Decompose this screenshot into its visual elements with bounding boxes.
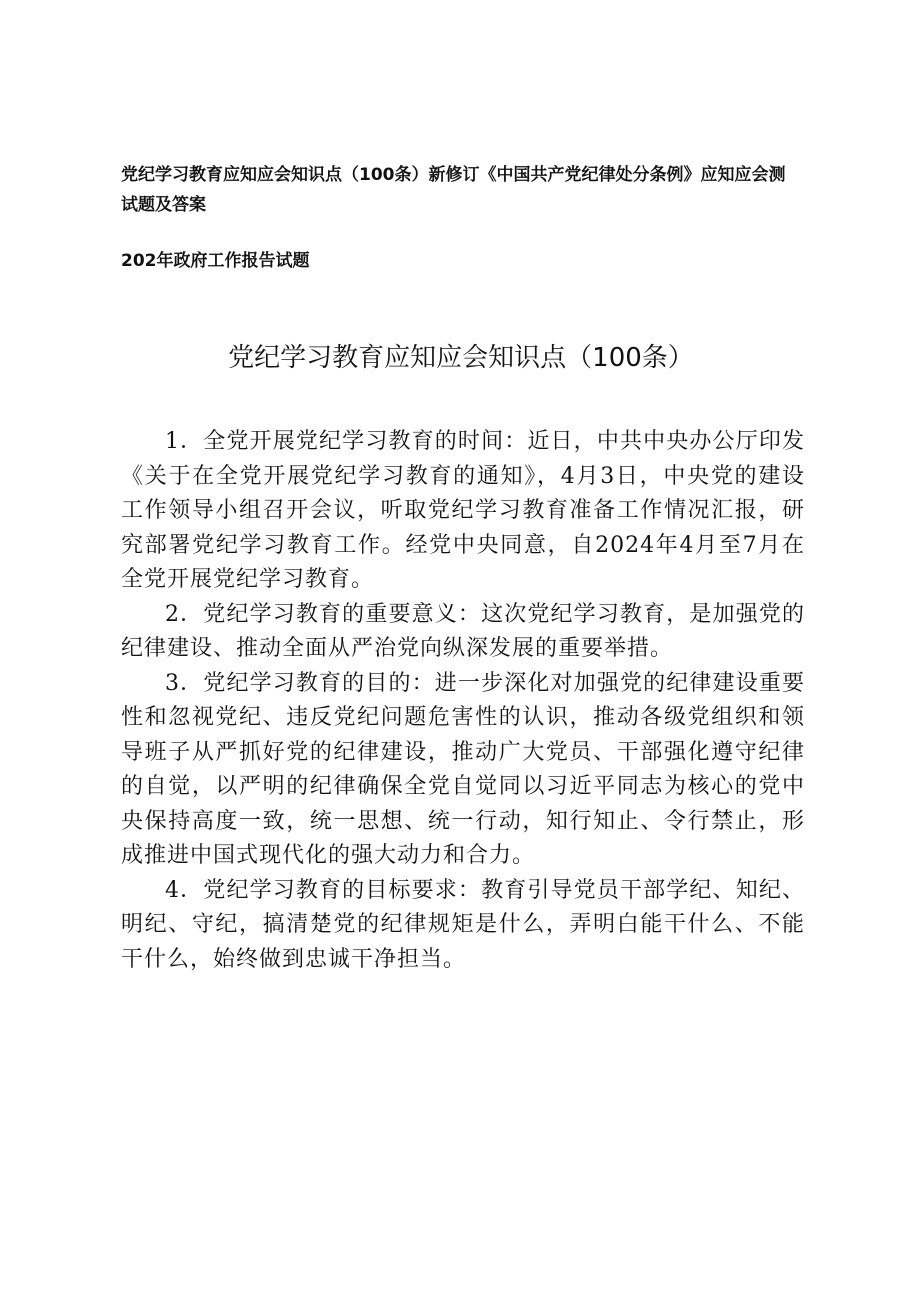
document-header-title: 党纪学习教育应知应会知识点（100条）新修订《中国共产党纪律处分条例》应知应会测试题及答案 — [121, 165, 786, 215]
paragraph-1: 1．全党开展党纪学习教育的时间：近日，中共中央办公厅印发《关于在全党开展党纪学习教育的通知》，4月3日，中央党的建设工作领导小组召开会议，听取党纪学习教育准备工作情况汇报，研究部署党纪学习教育工作。经党中央同意，自2024年4月至7月在全党开展党纪学习教育。 — [121, 429, 805, 592]
paragraph-4: 4．党纪学习教育的目标要求：教育引导党员干部学纪、知纪、明纪、守纪，搞清楚党的纪律规矩是什么，弄明白能干什么、不能干什么，始终做到忠诚干净担当。 — [121, 877, 805, 972]
main-title: 党纪学习教育应知应会知识点（100条） — [228, 343, 694, 373]
body-text — [121, 425, 805, 977]
document-subheader: 202年政府工作报告试题 — [121, 251, 310, 271]
paragraph-3: 3．党纪学习教育的目的：进一步深化对加强党的纪律建设重要性和忽视党纪、违反党纪问题危害性的认识，推动各级党组织和领导班子从严抓好党的纪律建设，推动广大党员、干部强化遵守纪律的自觉，以严明的纪律确保全党自觉同以习近平同志为核心的党中央保持高度一致，统一思想、统一行动，知行知止、令行禁止，形成推进中国式现代化的强大动力和合力。 — [121, 670, 805, 868]
paragraph-2: 2．党纪学习教育的重要意义：这次党纪学习教育，是加强党的纪律建设、推动全面从严治党向纵深发展的重要举措。 — [121, 601, 805, 661]
